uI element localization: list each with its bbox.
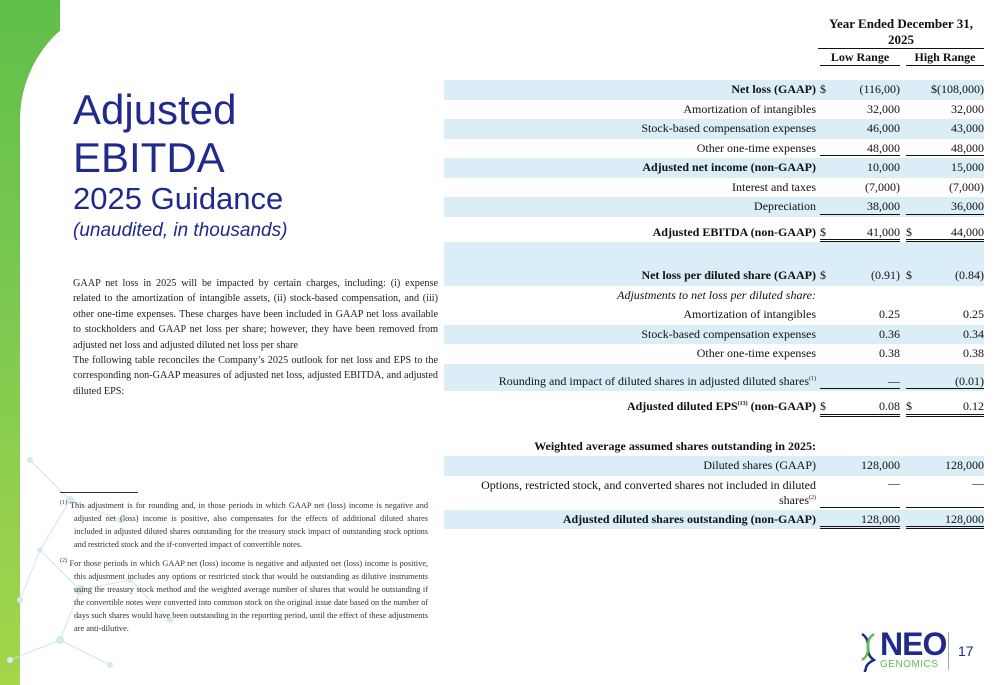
row-label-text: Adjusted net income (non-GAAP) — [642, 160, 816, 174]
value-low: — — [888, 373, 900, 388]
row-label-text: Amortization of intangibles — [683, 101, 816, 116]
row-label — [653, 223, 816, 243]
row-label-text: Stock-based compensation expenses — [641, 121, 816, 135]
row-label — [697, 344, 816, 364]
col-low-range: Low Range — [820, 50, 900, 66]
footnote-2 — [60, 557, 428, 635]
value-low: (7,000) — [865, 179, 900, 194]
row-label — [627, 397, 816, 417]
row-label-text: Net loss (GAAP) — [731, 82, 816, 96]
row-label-text: Weighted average assumed shares outstanding in 2025: — [534, 438, 816, 453]
underline — [906, 214, 984, 215]
value-high: $(108,000) — [931, 82, 984, 96]
value-low: (116,00) — [859, 82, 900, 96]
value-low: 0.38 — [879, 346, 900, 360]
value-low: 41,000 — [867, 224, 900, 239]
value-low: 38,000 — [867, 199, 900, 213]
description-paragraph-1: GAAP net loss in 2025 will be impacted by certain charges, including: (i) expense related to the amortization of intangible assets, (ii) stock-based compensation, and (iii) other one-time expenses. These charges have been included in GAAP net loss available to stockholders and GAAP net loss per share; however, they have been removed from adjusted net loss and adjusted diluted net loss per share — [73, 278, 438, 351]
underline — [820, 214, 900, 215]
row-label-text: Other one-time expenses — [696, 346, 816, 360]
row-label — [563, 510, 816, 530]
subtitle: 2025 Guidance — [73, 181, 284, 216]
page-number: 17 — [958, 643, 974, 659]
header-year-value: 2025 — [818, 32, 984, 49]
table-row — [444, 456, 984, 476]
row-gap — [444, 242, 984, 266]
footnote-1 — [60, 499, 428, 551]
double-underline — [820, 239, 900, 242]
row-label — [642, 158, 816, 178]
table-header-year-2 — [444, 32, 984, 50]
table-row — [444, 266, 984, 286]
value-high: (7,000) — [949, 179, 984, 194]
value-low: 128,000 — [861, 511, 900, 526]
row-label — [476, 478, 816, 508]
row-label — [534, 437, 816, 457]
description — [73, 276, 438, 399]
row-label — [683, 100, 816, 120]
row-label — [683, 305, 816, 325]
row-label — [697, 139, 816, 159]
row-label — [617, 286, 816, 306]
value-high: 0.12 — [963, 399, 984, 413]
value-high: 0.38 — [963, 346, 984, 360]
row-label-text: Interest and taxes — [732, 179, 816, 194]
dollar-low: $ — [820, 399, 826, 413]
logo-sub-text: GENOMICS — [880, 659, 939, 670]
dollar-high: $ — [906, 224, 912, 239]
dollar-high: $ — [906, 268, 912, 282]
value-low: (0.91) — [871, 268, 900, 282]
page-number-divider — [948, 632, 949, 670]
table-header-year — [444, 12, 984, 32]
table-row — [444, 325, 984, 345]
double-underline — [906, 239, 984, 242]
value-high: 128,000 — [945, 511, 984, 526]
table-row — [444, 286, 984, 306]
table-row — [444, 197, 984, 217]
footnotes — [60, 499, 428, 641]
row-gap — [444, 364, 984, 372]
table-row — [444, 476, 984, 510]
table-row — [444, 397, 984, 417]
row-gap — [444, 68, 984, 80]
footnote-rule — [60, 492, 138, 493]
table-row — [444, 158, 984, 178]
footnote-1-mark: (1) — [60, 500, 67, 507]
dollar-low: $ — [820, 224, 826, 239]
value-high: 128,000 — [945, 458, 984, 472]
dollar-low: $ — [820, 82, 826, 96]
title-line-1: Adjusted — [73, 86, 237, 133]
row-label — [703, 456, 816, 476]
row-label-text: Adjusted diluted EPS — [626, 399, 738, 413]
row-label-text: Adjusted EBITDA (non-GAAP) — [652, 224, 816, 239]
value-high: 36,000 — [951, 199, 984, 213]
header-year-label: Year Ended December 31, — [829, 16, 973, 31]
row-label-tail: (non-GAAP) — [747, 399, 816, 413]
value-high: 44,000 — [951, 224, 984, 239]
unaudited-note: (unaudited, in thousands) — [73, 220, 288, 241]
col-high-range: High Range — [906, 50, 984, 66]
table-row — [444, 305, 984, 325]
value-high: 0.34 — [963, 326, 984, 341]
row-label — [731, 80, 816, 100]
underline — [820, 155, 900, 156]
value-low: 0.08 — [879, 399, 900, 413]
table-body — [444, 68, 984, 529]
row-footnote-mark: (2) — [809, 494, 816, 501]
logo-main-text: NEO — [880, 626, 947, 662]
double-underline — [906, 526, 984, 529]
table-row — [444, 344, 984, 364]
value-low: — — [888, 475, 900, 490]
value-high: 32,000 — [951, 101, 984, 116]
value-low: 0.25 — [879, 307, 900, 321]
row-label-text: Adjustments to net loss per diluted share: — [617, 287, 816, 302]
table-row — [444, 119, 984, 139]
row-label — [499, 372, 816, 392]
value-high: 48,000 — [951, 140, 984, 155]
footnote-2-mark: (2) — [60, 558, 67, 565]
row-label-text: Diluted shares (GAAP) — [703, 458, 816, 472]
underline — [820, 388, 900, 389]
description-paragraph-2: The following table reconciles the Company’s 2025 outlook for net loss and EPS to the corresponding non-GAAP measures of adjusted net loss, adjusted EBITDA, and adjusted diluted EPS: — [73, 355, 438, 397]
row-label-text: Net loss per diluted share (GAAP) — [641, 268, 816, 282]
row-label — [641, 119, 816, 139]
row-label — [732, 178, 816, 198]
row-label — [641, 325, 816, 345]
table-row — [444, 139, 984, 159]
row-label-text: Amortization of intangibles — [683, 307, 816, 321]
column-headers — [444, 50, 984, 68]
value-low: 32,000 — [867, 101, 900, 116]
guidance-table — [444, 12, 984, 529]
row-label-text: Rounding and impact of diluted shares in adjusted diluted shares — [498, 373, 809, 388]
value-high: (0.01) — [955, 373, 984, 388]
row-label — [754, 197, 816, 217]
footnote-1-text: This adjustment is for rounding and, in those periods in which GAAP net (loss) income is negative and adjusted net (loss) income is positive, also compensates for the effects of additional diluted shares included in adjusted diluted shares outstanding for the treasury stock impact of outstanding stock options and restricted stock and the if-converted impact of convertible notes. — [69, 501, 429, 549]
double-underline — [906, 414, 984, 417]
value-low: 0.36 — [879, 326, 900, 341]
table-row — [444, 80, 984, 100]
helix-icon — [858, 632, 878, 672]
row-label-text: Options, restricted stock, and converted shares not included in diluted shares — [481, 477, 816, 507]
value-low: 48,000 — [867, 140, 900, 155]
underline — [820, 507, 900, 508]
underline — [906, 507, 984, 508]
underline — [906, 388, 984, 389]
dollar-high: $ — [906, 399, 912, 413]
table-row — [444, 223, 984, 243]
table-row — [444, 100, 984, 120]
value-low: 128,000 — [861, 458, 900, 472]
table-row — [444, 437, 984, 457]
row-label-text: Adjusted diluted shares outstanding (non-GAAP) — [562, 511, 816, 526]
value-low: 46,000 — [867, 121, 900, 135]
footnote-2-text: For those periods in which GAAP net (loss) income is negative and adjusted net (loss) income is positive, this adjustment includes any options or restricted stock that would be outstanding as dilutive instruments using the treasury stock method and the weighted average number of shares that would be outstanding if the convertible notes were converted into common stock on the original issue date based on the number of days such shares would have been outstanding in the reporting period, until the effect of these adjustments are anti-dilutive. — [69, 559, 429, 633]
row-label-text: Depreciation — [754, 199, 816, 213]
row-gap — [444, 417, 984, 437]
underline — [906, 155, 984, 156]
value-high: 15,000 — [951, 160, 984, 174]
double-underline — [820, 414, 900, 417]
title-line-2: EBITDA — [73, 134, 225, 181]
value-low: 10,000 — [867, 160, 900, 174]
value-high: 43,000 — [951, 121, 984, 135]
row-label-text: Stock-based compensation expenses — [641, 326, 816, 341]
value-high: (0.84) — [955, 268, 984, 282]
row-label-text: Other one-time expenses — [696, 140, 816, 155]
table-row — [444, 510, 984, 530]
value-high: 0.25 — [963, 307, 984, 321]
title-block — [73, 86, 287, 242]
value-high: — — [972, 475, 984, 490]
row-footnote-mark: (1) — [809, 375, 816, 382]
dollar-low: $ — [820, 268, 826, 282]
table-row — [444, 178, 984, 198]
row-label — [641, 266, 816, 286]
table-row — [444, 372, 984, 392]
neogenomics-logo — [858, 628, 948, 674]
double-underline — [820, 526, 900, 529]
row-footnote-mark: (13) — [737, 401, 748, 407]
